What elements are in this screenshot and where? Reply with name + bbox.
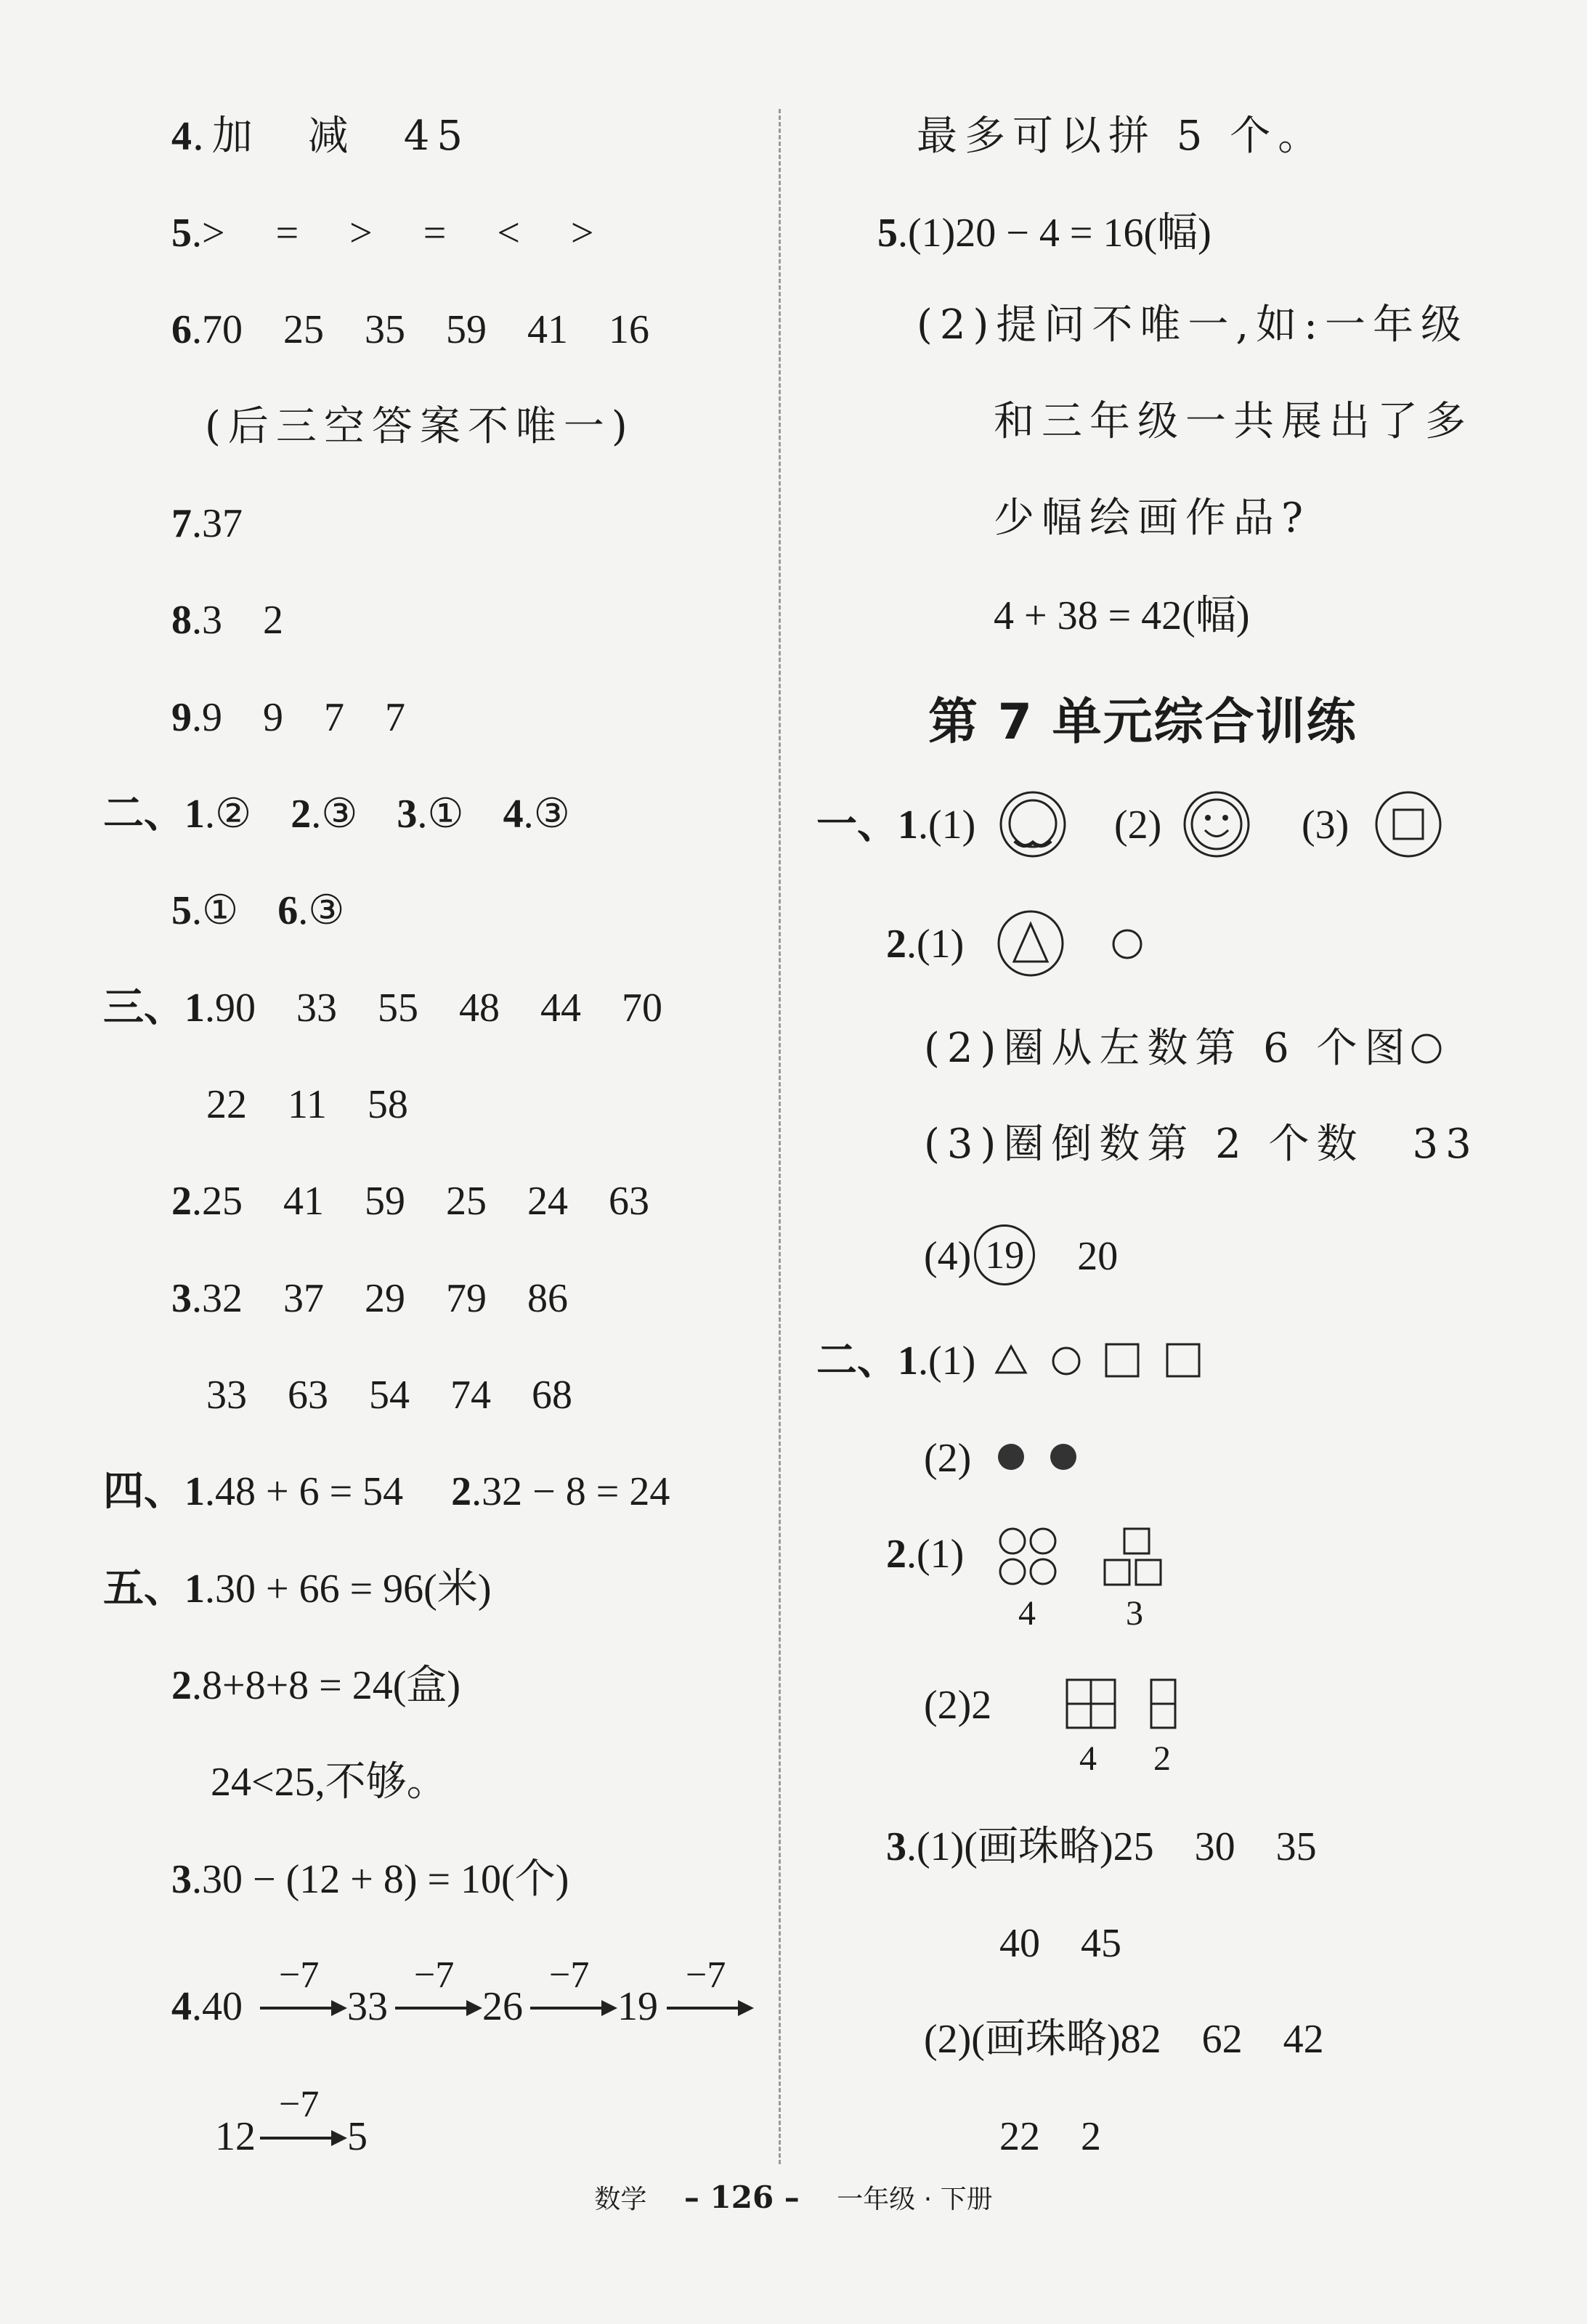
count-label: 2 (1153, 1739, 1171, 1778)
answer-line: 二、1.② 2.③ 3.① 4.③ (103, 792, 570, 837)
chain-number: 33 (347, 1984, 388, 2029)
count-label: 4 (1079, 1739, 1097, 1778)
circled-number: 19 (974, 1224, 1035, 1285)
chain-number: 19 (617, 1984, 658, 2029)
circle-icon (1111, 928, 1143, 960)
arrow-label: −7 (686, 1954, 726, 1996)
four-circles-icon (997, 1525, 1060, 1589)
arrow-icon (260, 2137, 344, 2140)
page-number: – 126 – (683, 2179, 800, 2215)
answer-line: 少幅绘画作品? (994, 495, 1311, 542)
arrow-icon (530, 2007, 614, 2010)
answer-line: 2.25 41 59 25 24 63 (171, 1179, 649, 1224)
answer-line: 8.3 2 (171, 598, 283, 643)
answer-line: 3.(1)(画珠略)25 30 35 (886, 1824, 1317, 1869)
section-heading: 第 7 单元综合训练 (928, 694, 1357, 751)
smiley-face-icon (1182, 790, 1251, 858)
two-square-stack-icon (1149, 1678, 1178, 1730)
arrow-label: −7 (279, 1954, 320, 1996)
answer-line: 一、1.(1) (816, 803, 976, 848)
arrow-icon (667, 2007, 751, 2010)
square-icon (1165, 1342, 1201, 1378)
circle-icon (1411, 1033, 1442, 1065)
chain-start: 4.40 (171, 1984, 243, 2029)
answer-line: (2)(画珠略)82 62 42 (924, 2017, 1324, 2062)
circle-icon (1050, 1345, 1082, 1377)
footer-grade: 一年级 · 下册 (837, 2185, 993, 2214)
answer-note: (后三空答案不唯一) (205, 403, 635, 450)
page-footer (0, 2179, 1587, 2216)
three-squares-icon (1103, 1527, 1171, 1588)
column-divider (779, 109, 781, 2164)
answer-line: 2.8+8+8 = 24(盒) (171, 1663, 461, 1708)
answer-line: (3)圈倒数第 2 个数 33 (924, 1121, 1479, 1168)
answer-line: 3.30 − (12 + 8) = 10(个) (171, 1857, 569, 1902)
answer-line: (4) 19 20 (924, 1235, 1118, 1285)
square-icon (1104, 1342, 1140, 1378)
filled-circle-icon (995, 1441, 1027, 1473)
chain-number: 12 (215, 2114, 256, 2159)
chain-number: 5 (347, 2114, 368, 2159)
answer-line: 4.加 减 45 (171, 113, 471, 160)
answer-line: 22 2 (999, 2114, 1101, 2159)
answer-line: 3.32 37 29 79 86 (171, 1276, 568, 1321)
answer-line: (2)2 (924, 1683, 992, 1728)
circled-square-icon (1374, 790, 1442, 858)
answer-line: 5.> = > = < > (171, 211, 594, 256)
answer-line: 五、1.30 + 66 = 96(米) (103, 1567, 492, 1612)
count-label: 3 (1126, 1594, 1143, 1633)
answer-line: 2.(1) (886, 922, 965, 967)
chain-number: 26 (482, 1984, 523, 2029)
answer-label: (2) (924, 1436, 972, 1481)
answer-line: 33 63 54 74 68 (206, 1373, 572, 1418)
answer-line: 6.70 25 35 59 41 16 (171, 307, 649, 352)
arrow-label: −7 (549, 1954, 590, 1996)
answer-line: 24<25,不够。 (211, 1760, 447, 1805)
answer-line: 4 + 38 = 42(幅) (994, 593, 1250, 638)
answer-line: 22 11 58 (206, 1082, 408, 1127)
four-square-grid-icon (1065, 1678, 1117, 1730)
circled-face-outline-icon (999, 790, 1067, 858)
answer-label: (3) (1302, 803, 1349, 848)
answer-line: 四、1.48 + 6 = 54 2.32 − 8 = 24 (103, 1469, 670, 1514)
answer-line: (2)提问不唯一,如:一年级 (917, 301, 1469, 349)
circled-triangle-icon (997, 909, 1065, 978)
answer-line: 最多可以拼 5 个。 (917, 113, 1326, 160)
arrow-label: −7 (414, 1954, 455, 1996)
answer-line: 和三年级一共展出了多 (994, 398, 1473, 445)
answer-line: 三、1.90 33 55 48 44 70 (103, 986, 662, 1031)
answer-line: 7.37 (171, 501, 243, 546)
answer-line: 二、1.(1) (816, 1338, 976, 1384)
answer-line: 5.(1)20 − 4 = 16(幅) (877, 211, 1211, 256)
triangle-icon (994, 1344, 1028, 1376)
answer-line: 5.① 6.③ (171, 888, 345, 933)
answer-line: 9.9 9 7 7 (171, 695, 405, 740)
footer-subject: 数学 (594, 2185, 647, 2214)
answer-line: (2)圈从左数第 6 个图 (924, 1025, 1413, 1072)
arrow-icon (260, 2007, 344, 2010)
answer-line: 40 45 (999, 1921, 1121, 1966)
count-label: 4 (1018, 1594, 1036, 1633)
answer-line: 2.(1) (886, 1532, 965, 1577)
filled-circle-icon (1047, 1441, 1079, 1473)
answer-label: (2) (1114, 803, 1162, 848)
arrow-label: −7 (279, 2084, 320, 2125)
arrow-icon (395, 2007, 479, 2010)
